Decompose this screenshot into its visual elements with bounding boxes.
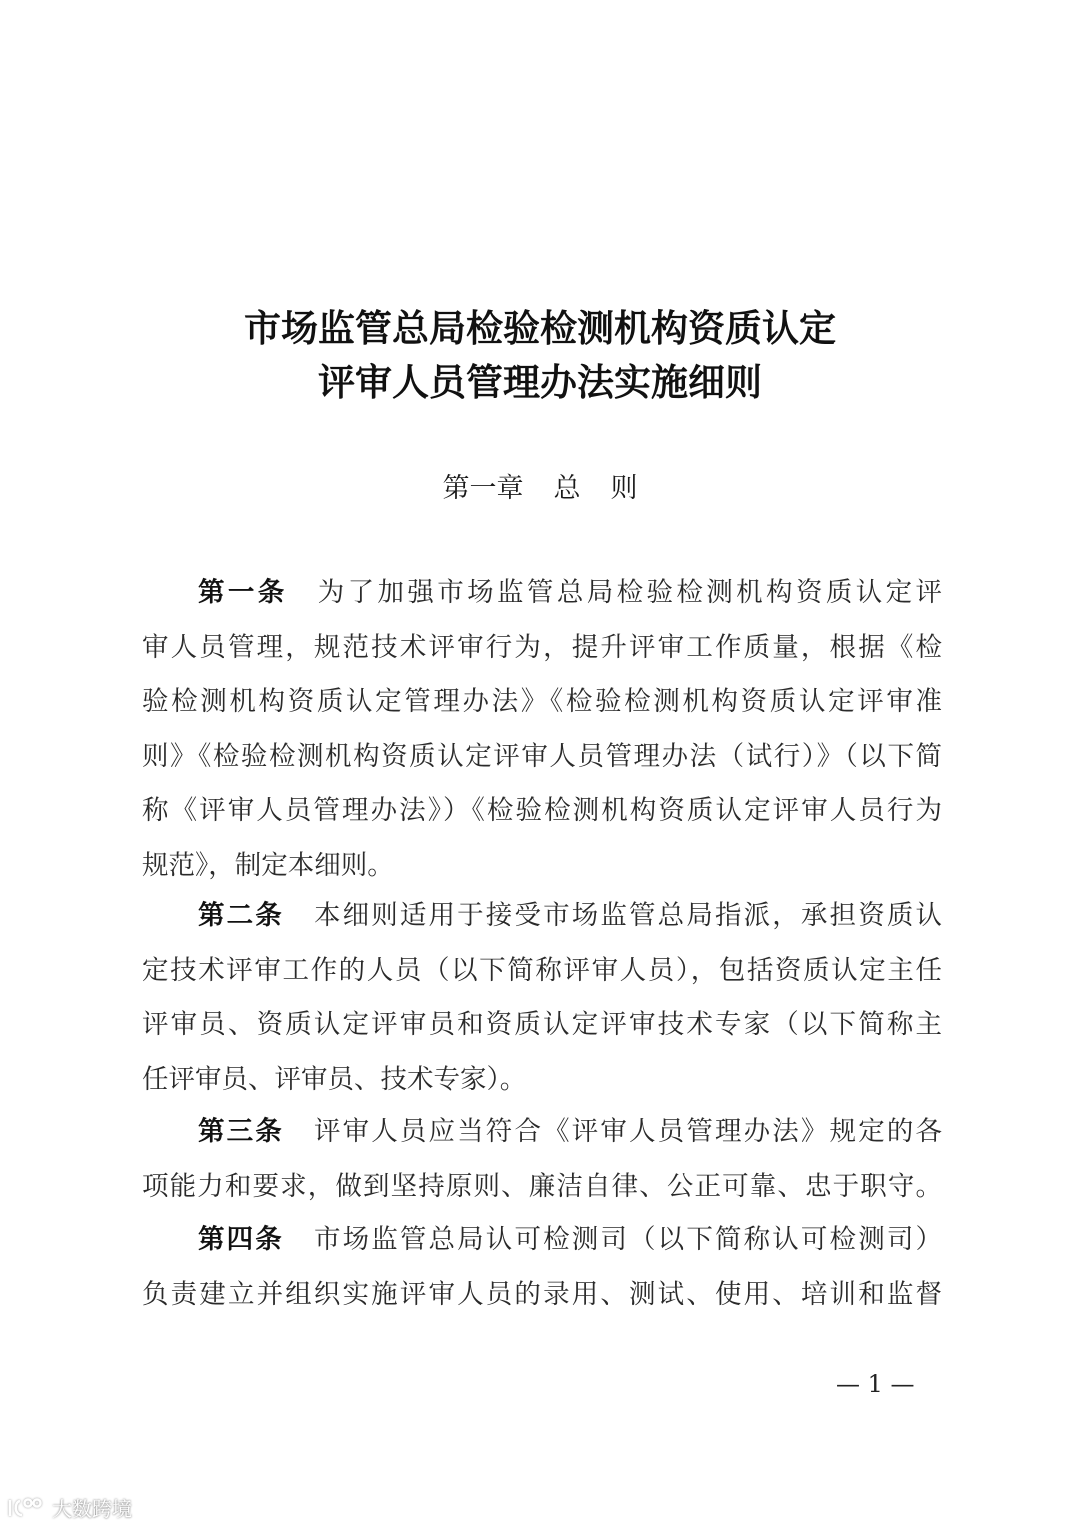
brand-logo-icon [6, 1496, 48, 1520]
article-text-line: 负责建立并组织实施评审人员的录用、测试、使用、培训和监督 [142, 1278, 942, 1310]
document-title-line-1: 市场监管总局检验检测机构资质认定 [244, 306, 836, 350]
article-4 [142, 1213, 942, 1322]
article-1 [142, 566, 942, 893]
article-text-line: 评审人员应当符合《评审人员管理办法》规定的各 [313, 1116, 942, 1147]
article-text-line: 项能力和要求，做到坚持原则、廉洁自律、公正可靠、忠于职守。 [142, 1170, 942, 1202]
article-text-line: 称《评审人员管理办法》）《检验检测机构资质认定评审人员行为 [142, 795, 942, 826]
article-text-line: 市场监管总局认可检测司（以下简称认可检测司） [313, 1224, 942, 1255]
article-text-line: 本细则适用于接受市场监管总局指派，承担资质认 [313, 900, 942, 931]
article-label: 第二条 [198, 900, 284, 931]
article-text-line: 审人员管理，规范技术评审行为，提升评审工作质量，根据《检 [142, 631, 942, 663]
watermark [6, 1493, 132, 1522]
page-number: — 1 — [836, 1370, 915, 1398]
chapter-number: 第一章 [442, 473, 524, 504]
article-3 [142, 1105, 942, 1214]
article-label: 第三条 [198, 1116, 284, 1147]
article-text-line: 验检测机构资质认定管理办法》《检验检测机构资质认定评审准 [142, 686, 942, 717]
chapter-name-part-2: 则 [610, 473, 638, 504]
chapter-heading [0, 466, 1080, 505]
article-label: 第一条 [198, 577, 288, 608]
article-text-line: 评审员、资质认定评审员和资质认定评审技术专家（以下简称主 [142, 1009, 942, 1040]
article-2 [142, 889, 942, 1107]
article-label: 第四条 [198, 1224, 284, 1255]
article-text-line: 任评审员、评审员、技术专家）。 [142, 1063, 527, 1095]
article-text-line: 规范》，制定本细则。 [142, 849, 394, 881]
article-text-line: 为了加强市场监管总局检验检测机构资质认定评 [317, 577, 943, 608]
article-text-line: 定技术评审工作的人员（以下简称评审人员），包括资质认定主任 [142, 954, 942, 986]
chapter-name-part-1: 总 [553, 473, 581, 504]
document-title-line-2: 评审人员管理办法实施细则 [318, 360, 762, 404]
watermark-text: 大数跨境 [52, 1497, 132, 1521]
article-text-line: 则》《检验检测机构资质认定评审人员管理办法（试行）》（以下简 [142, 740, 942, 772]
